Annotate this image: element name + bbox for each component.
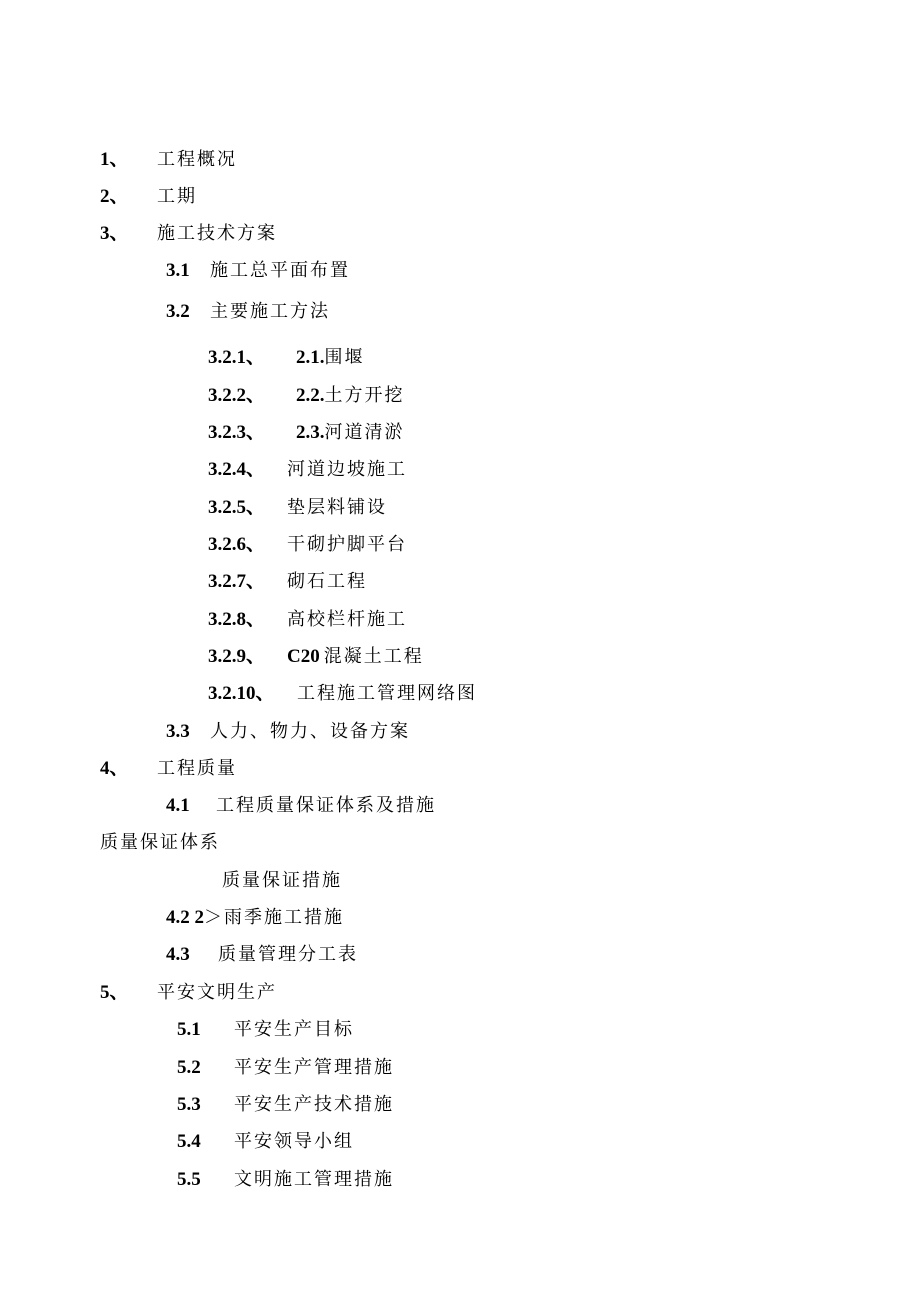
toc-entry-3-2-8[interactable] [208, 605, 265, 635]
toc-number: 3、 [100, 223, 129, 244]
toc-number: 3.2.7、 [208, 571, 266, 592]
toc-number: 3.2.5、 [208, 497, 266, 518]
toc-text: 垫层料铺设 [287, 497, 387, 518]
toc-entry-2[interactable] [100, 182, 129, 212]
toc-title-5-5[interactable] [234, 1165, 394, 1195]
toc-subnumber: 2.3. [296, 422, 325, 443]
toc-text: 工程质量 [157, 758, 237, 779]
toc-number: 5.2 [177, 1057, 201, 1078]
toc-entry-5-5[interactable] [177, 1165, 201, 1195]
toc-title-3-2-5[interactable] [287, 493, 387, 523]
toc-text: 平安生产技术措施 [234, 1094, 394, 1115]
toc-title-3-1[interactable] [210, 256, 350, 286]
toc-title-5-1[interactable] [234, 1015, 354, 1045]
toc-number: 4.3 [166, 944, 190, 965]
toc-entry-3-2-1[interactable] [208, 343, 265, 373]
toc-title-3-2-1[interactable] [296, 343, 365, 373]
toc-title-quality-system[interactable] [100, 828, 220, 858]
toc-entry-5-1[interactable] [177, 1015, 201, 1045]
toc-title-3-2-10[interactable] [297, 679, 477, 709]
toc-entry-3-2-10[interactable] [208, 679, 275, 709]
toc-entry-3-2-2[interactable] [208, 381, 265, 411]
toc-number: 3.2.9、 [208, 646, 266, 667]
toc-text: 土方开挖 [324, 385, 405, 406]
toc-title-3-2-4[interactable] [287, 455, 407, 485]
toc-text: 施工技术方案 [157, 223, 277, 244]
toc-number: 5.5 [177, 1169, 201, 1190]
toc-number: 5.3 [177, 1094, 201, 1115]
toc-number: 4.1 [166, 795, 190, 816]
toc-text: 工期 [157, 186, 197, 207]
toc-title-3[interactable] [157, 219, 277, 249]
toc-number: 3.2 [166, 301, 190, 322]
toc-entry-3[interactable] [100, 219, 129, 249]
toc-number: 5.4 [177, 1131, 201, 1152]
toc-text: 平安领导小组 [234, 1131, 354, 1152]
toc-number: 3.2.10、 [208, 683, 275, 704]
toc-subnumber: 2.1. [296, 347, 325, 368]
toc-text: 文明施工管理措施 [234, 1169, 394, 1190]
toc-number: 2、 [100, 186, 129, 207]
toc-subnumber: 2.2. [296, 385, 325, 406]
toc-text: 施工总平面布置 [210, 260, 350, 281]
toc-number: 1、 [100, 149, 129, 170]
toc-text: 围堰 [324, 347, 365, 368]
toc-title-quality-measures[interactable] [222, 866, 342, 896]
toc-number: 3.1 [166, 260, 190, 281]
toc-text: 质量保证体系 [100, 832, 220, 853]
toc-number: 3.2.1、 [208, 347, 266, 368]
toc-text: 高校栏杆施工 [287, 609, 407, 630]
toc-number: 4.2 2 [166, 907, 204, 928]
toc-title-5-4[interactable] [234, 1127, 354, 1157]
toc-text: 质量管理分工表 [218, 944, 358, 965]
toc-entry-3-2-7[interactable] [208, 567, 265, 597]
toc-entry-5-2[interactable] [177, 1053, 201, 1083]
toc-text: 砌石工程 [287, 571, 367, 592]
toc-number: 5、 [100, 982, 129, 1003]
toc-number: 3.2.6、 [208, 534, 266, 555]
toc-text: 干砌护脚平台 [287, 534, 407, 555]
toc-text: 平安文明生产 [157, 982, 277, 1003]
toc-entry-3-2-3[interactable] [208, 418, 265, 448]
toc-title-4[interactable] [157, 754, 237, 784]
toc-number: 3.3 [166, 721, 190, 742]
toc-title-5-2[interactable] [234, 1053, 394, 1083]
toc-title-5-3[interactable] [234, 1090, 394, 1120]
toc-entry-4[interactable] [100, 754, 129, 784]
toc-entry-3-2-9[interactable] [208, 642, 265, 672]
toc-text: 河道清淤 [324, 422, 405, 443]
toc-entry-3-2-4[interactable] [208, 455, 265, 485]
toc-entry-5-3[interactable] [177, 1090, 201, 1120]
toc-entry-3-3[interactable] [166, 717, 190, 747]
toc-title-5[interactable] [157, 978, 277, 1008]
toc-title-3-2-3[interactable] [296, 418, 405, 448]
toc-title-3-2-2[interactable] [296, 381, 405, 411]
toc-entry-1[interactable] [100, 145, 129, 175]
toc-entry-3-2-6[interactable] [208, 530, 265, 560]
toc-entry-5[interactable] [100, 978, 129, 1008]
toc-entry-4-2[interactable] [166, 903, 344, 933]
toc-text: 河道边坡施工 [287, 459, 407, 480]
toc-text: 人力、物力、设备方案 [210, 721, 410, 742]
toc-title-4-3[interactable] [218, 940, 358, 970]
toc-entry-4-3[interactable] [166, 940, 190, 970]
toc-title-4-1[interactable] [216, 791, 436, 821]
toc-text: 主要施工方法 [210, 301, 330, 322]
toc-entry-3-1[interactable] [166, 256, 190, 286]
toc-title-3-2-7[interactable] [287, 567, 367, 597]
toc-title-2[interactable] [157, 182, 197, 212]
toc-entry-3-2-5[interactable] [208, 493, 265, 523]
toc-text: 混凝土工程 [323, 646, 424, 667]
toc-text: 平安生产目标 [234, 1019, 354, 1040]
toc-title-3-2-8[interactable] [287, 605, 407, 635]
toc-text: 质量保证措施 [222, 870, 342, 891]
toc-entry-4-1[interactable] [166, 791, 190, 821]
toc-text: 工程质量保证体系及措施 [216, 795, 436, 816]
toc-title-3-2[interactable] [210, 297, 330, 327]
toc-entry-5-4[interactable] [177, 1127, 201, 1157]
toc-number: 3.2.8、 [208, 609, 266, 630]
toc-number: 4、 [100, 758, 129, 779]
toc-text: 工程概况 [157, 149, 237, 170]
toc-title-3-2-6[interactable] [287, 530, 407, 560]
toc-number: 3.2.2、 [208, 385, 266, 406]
toc-number: 5.1 [177, 1019, 201, 1040]
toc-text: ＞雨季施工措施 [204, 907, 344, 928]
toc-number: 3.2.3、 [208, 422, 266, 443]
toc-subnumber: C20 [287, 646, 320, 667]
toc-number: 3.2.4、 [208, 459, 266, 480]
toc-entry-3-2[interactable] [166, 297, 190, 327]
toc-title-1[interactable] [157, 145, 237, 175]
toc-title-3-3[interactable] [210, 717, 410, 747]
toc-text: 工程施工管理网络图 [297, 683, 477, 704]
toc-title-3-2-9[interactable] [287, 642, 424, 672]
toc-text: 平安生产管理措施 [234, 1057, 394, 1078]
